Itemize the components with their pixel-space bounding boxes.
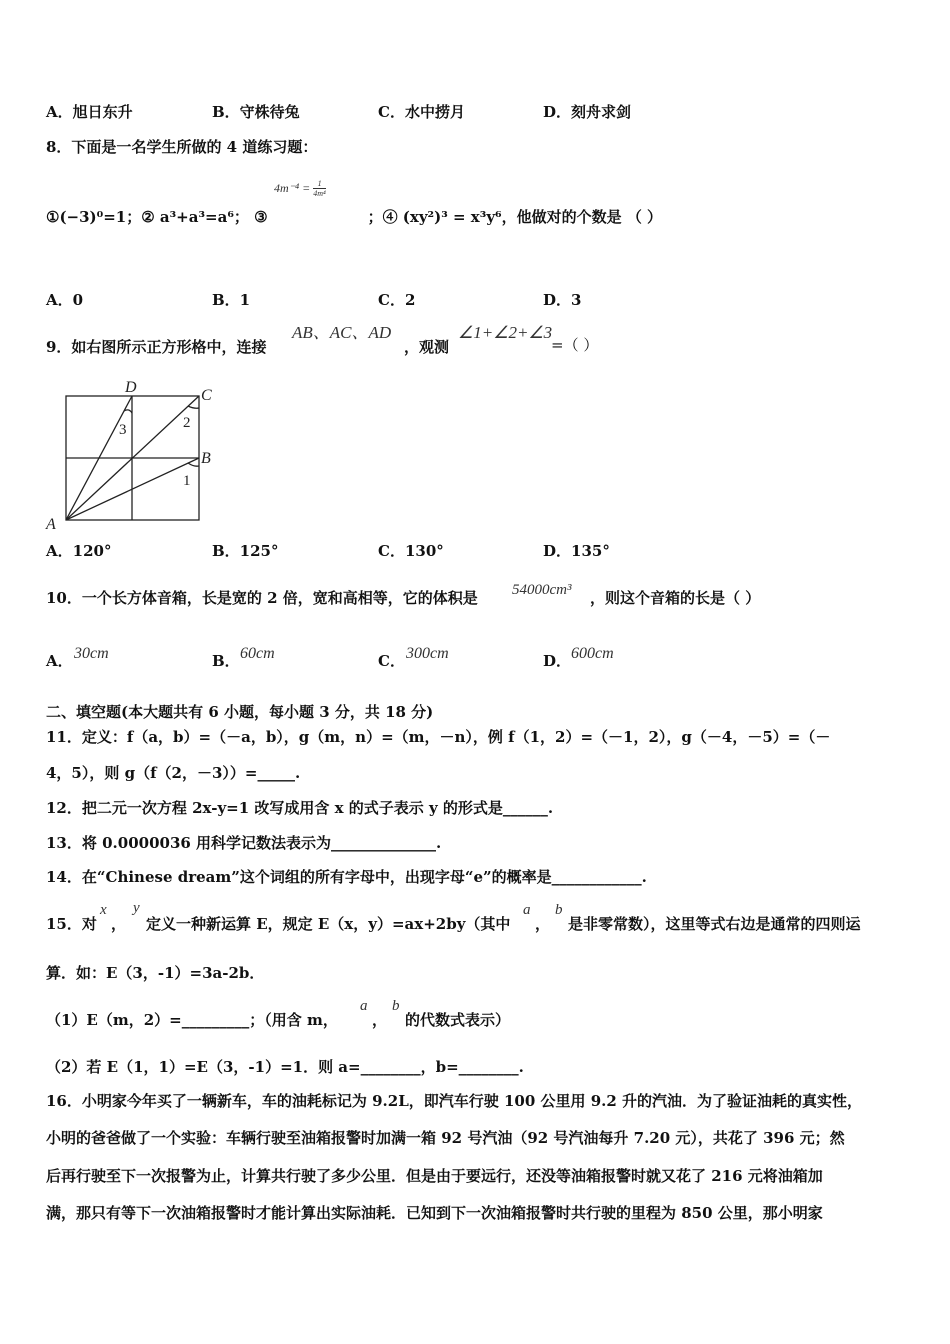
q10-suffix: ，则这个音箱的长是（ ） (590, 589, 761, 607)
label-b: B (201, 450, 211, 467)
q8-formula-num: 1 (313, 179, 326, 189)
section-2-heading: 二、填空题(本大题共有 6 小题，每小题 3 分，共 18 分) (46, 703, 434, 721)
q15-sub1-a-var: a (360, 998, 368, 1014)
q10-option-c-value: 300cm (406, 645, 449, 662)
q10-option-d-value: 600cm (571, 645, 614, 662)
label-angle-3: 3 (119, 422, 127, 438)
q9-option-a: A．120° (46, 542, 112, 560)
q10-volume: 54000cm³ (512, 582, 572, 598)
q16-line-2: 小明的爸爸做了一个实验：车辆行驶至油箱报警时加满一箱 92 号汽油（92 号汽油每升 7.20 元），共花了 396 元；然 (46, 1129, 845, 1147)
q9-prefix: 9．如右图所示正方形格中，连接 (46, 338, 267, 356)
q16-line-3: 后再行驶至下一次报警为止，计算共行驶了多少公里．但是由于要远行，还没等油箱报警时就又花了 216 元将油箱加 (46, 1167, 823, 1185)
q8-formula-den: 4m⁴ (313, 189, 326, 198)
q9-middle: ，观测 (404, 338, 450, 356)
angle-1-arc (188, 463, 199, 466)
q15-sub1-a: （1）E（m，2）=_________；（用含 m， (46, 1011, 338, 1029)
q12: 12．把二元一次方程 2x-y=1 改写成用含 x 的式子表示 y 的形式是______. (46, 799, 554, 817)
label-a: A (46, 516, 56, 533)
angle-2-arc (188, 406, 199, 408)
q9-square-grid-figure (40, 375, 225, 535)
q8-part1: ①(−3)⁰=1；② a³+a³=a⁶； ③ (46, 208, 268, 226)
q16-line-4: 满，那只有等下一次油箱报警时才能计算出实际油耗．已知到下一次油箱报警时共行驶的里程为 850 公里，那小明家 (46, 1204, 823, 1222)
label-angle-2: 2 (183, 415, 191, 431)
q11-line-1: 11．定义：f（a，b）=（－a，b），g（m，n）=（m，－n），例 f（1，2）=（－1，2），g（－4，－5）=（－ (46, 728, 831, 746)
q11-line-2: 4，5），则 g（f（2，－3））=_____. (46, 764, 301, 782)
q15-comma-1: ， (111, 915, 127, 933)
q15-p3: 是非零常数），这里等式右边是通常的四则运 (568, 915, 861, 933)
q9-option-b: B．125° (212, 542, 279, 560)
q8-formula-fraction (313, 179, 326, 198)
q10-prefix: 10．一个长方体音箱，长是宽的 2 倍，宽和高相等，它的体积是 (46, 589, 478, 607)
q14: 14．在“Chinese dream”这个词组的所有字母中，出现字母“e”的概率是____________. (46, 868, 647, 886)
q16-line-1: 16．小明家今年买了一辆新车，车的油耗标记为 9.2L，即汽车行驶 100 公里用 9.2 升的汽油．为了验证油耗的真实性， (46, 1092, 863, 1110)
q15-p2: 定义一种新运算 E，规定 E（x，y）=ax+2by（其中 (146, 915, 511, 933)
q15-y: y (133, 900, 140, 916)
q8-option-d: D．3 (543, 291, 582, 309)
q7-option-d: D．刻舟求剑 (543, 103, 632, 121)
q10-option-b-letter: B． (212, 652, 240, 670)
q15-line-2: 算．如：E（3，-1）=3a-2b． (46, 964, 265, 982)
q10-option-c-letter: C． (378, 652, 405, 670)
q15-comma-3: ， (372, 1011, 388, 1029)
q10-option-b-value: 60cm (240, 645, 275, 662)
q13: 13．将 0.0000036 用科学记数法表示为______________. (46, 834, 442, 852)
q7-option-a: A．旭日东升 (46, 103, 133, 121)
label-angle-1: 1 (183, 473, 191, 489)
q8-part2: ；④ (xy²)³ = x³y⁶，他做对的个数是 （ ） (367, 208, 663, 226)
q10-option-d-letter: D． (543, 652, 572, 670)
angle-3-arc (124, 410, 132, 413)
q15-p1: 15．对 (46, 915, 97, 933)
label-c: C (201, 387, 212, 404)
q7-option-b: B．守株待兔 (212, 103, 300, 121)
q15-sub1-b: 的代数式表示） (405, 1011, 511, 1029)
q8-title: 8．下面是一名学生所做的 4 道练习题： (46, 138, 318, 156)
q7-option-c: C．水中捞月 (378, 103, 465, 121)
q9-option-d: D．135° (543, 542, 610, 560)
label-d: D (125, 379, 137, 396)
q15-a: a (523, 902, 531, 918)
q8-statement (46, 207, 662, 227)
q15-comma-2: ， (535, 915, 551, 933)
q15-sub2: （2）若 E（1，1）=E（3，-1）=1．则 a=________，b=________. (46, 1058, 524, 1076)
q15-x: x (100, 902, 107, 918)
q10-option-a-letter: A． (46, 652, 73, 670)
q8-option-a: A．0 (46, 291, 84, 309)
q9-angles: ∠1+∠2+∠3 (458, 323, 553, 342)
q15-b: b (555, 902, 563, 918)
q8-option-c: C．2 (378, 291, 416, 309)
q10-option-a-value: 30cm (74, 645, 109, 662)
q9-segments: AB、AC、AD (292, 323, 392, 342)
q8-formula (274, 178, 326, 198)
q9-option-c: C．130° (378, 542, 444, 560)
q8-formula-lhs: 4m⁻⁴ = (274, 181, 314, 195)
q9-suffix: =（ ） (551, 336, 599, 354)
q15-sub1-b-var: b (392, 998, 400, 1014)
q8-option-b: B．1 (212, 291, 251, 309)
